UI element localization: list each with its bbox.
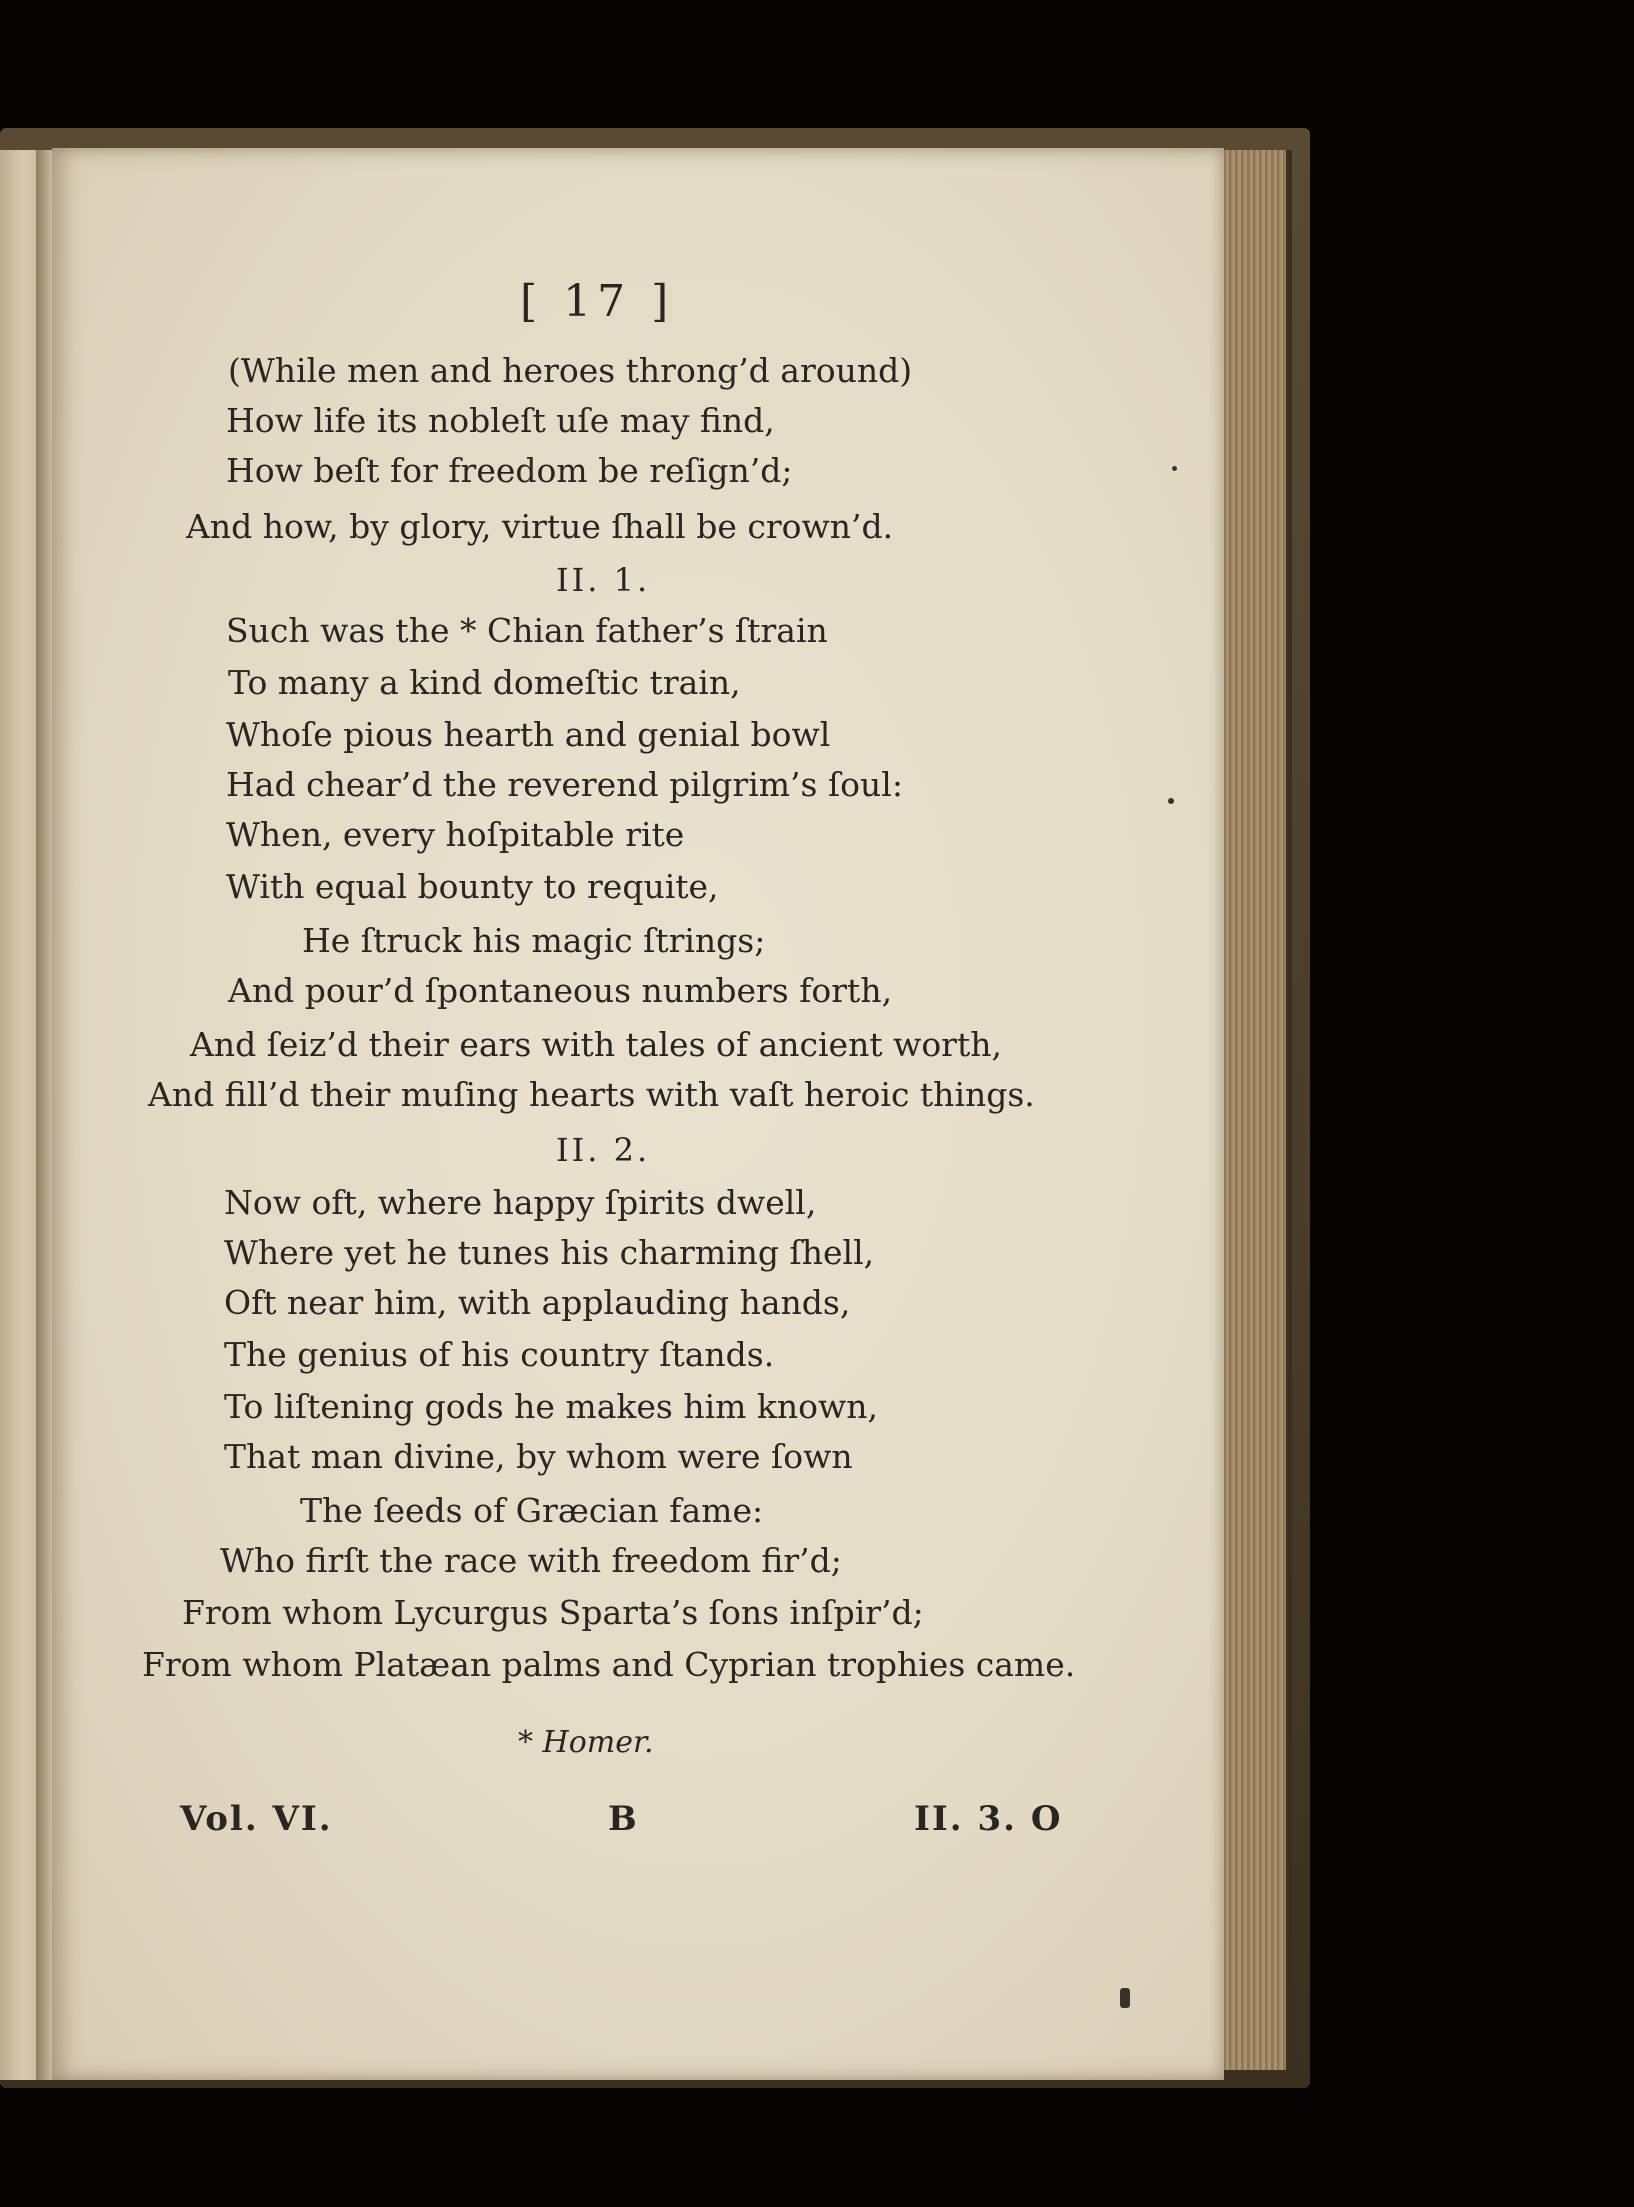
poem-line: Where yet he tunes his charming ſhell, (224, 1233, 875, 1272)
poem-line: He ſtruck his magic ſtrings; (302, 921, 766, 960)
page-speck (1172, 466, 1177, 471)
footnote-text: Homer. (542, 1725, 654, 1760)
poem-line: And how, by glory, virtue ſhall be crown’d. (186, 507, 894, 546)
footnote (518, 1725, 654, 1760)
poem-line: And fill’d their muſing hearts with vaſt heroic things. (148, 1075, 1035, 1114)
volume-label: Vol. VI. (180, 1799, 333, 1839)
poem-line: The genius of his country ſtands. (224, 1335, 775, 1374)
poem-line: From whom Platæan palms and Cyprian trophies came. (142, 1645, 1076, 1684)
page-folio: [ 17 ] (520, 276, 675, 327)
facing-page-edge (0, 150, 38, 2080)
poem-line: From whom Lycurgus Sparta’s ſons inſpir’d; (182, 1593, 924, 1632)
poem-line: How life its nobleſt uſe may find, (226, 401, 775, 440)
poem-line: To liſtening gods he makes him known, (224, 1387, 879, 1426)
poem-line: With equal bounty to requite, (226, 867, 719, 906)
poem-line: How beſt for freedom be reſign’d; (226, 451, 793, 490)
poem-line: When, every hoſpitable rite (226, 815, 685, 854)
poem-line: (While men and heroes throng’d around) (228, 351, 913, 390)
poem-line: The ſeeds of Græcian fame: (300, 1491, 764, 1530)
poem-line: Such was the * Chian father’s ſtrain (226, 611, 828, 650)
poem-line: Whoſe pious hearth and genial bowl (226, 715, 831, 754)
poem-line: Who firſt the race with freedom fir’d; (220, 1541, 842, 1580)
poem-line: And ſeiz’d their ears with tales of ancient worth, (190, 1025, 1002, 1064)
page-speck (1168, 798, 1174, 804)
poem-line: Had chear’d the reverend pilgrim’s ſoul: (226, 765, 903, 804)
poem-line: And pour’d ſpontaneous numbers forth, (228, 971, 893, 1010)
page-block-edges (1220, 150, 1292, 2070)
footnote-marker: * (518, 1725, 533, 1760)
book-page (52, 148, 1224, 2080)
stanza-heading: II. 2. (556, 1131, 651, 1169)
poem-line: Oft near him, with applauding hands, (224, 1283, 851, 1322)
catchword: II. 3. O (914, 1799, 1063, 1839)
poem-line: Now oft, where happy ſpirits dwell, (224, 1183, 817, 1222)
signature-mark: B (608, 1799, 639, 1839)
poem-line: That man divine, by whom were ſown (224, 1437, 853, 1476)
poem-line: To many a kind domeſtic train, (228, 663, 741, 702)
stanza-heading: II. 1. (556, 561, 651, 599)
page-speck (1120, 1988, 1130, 2008)
